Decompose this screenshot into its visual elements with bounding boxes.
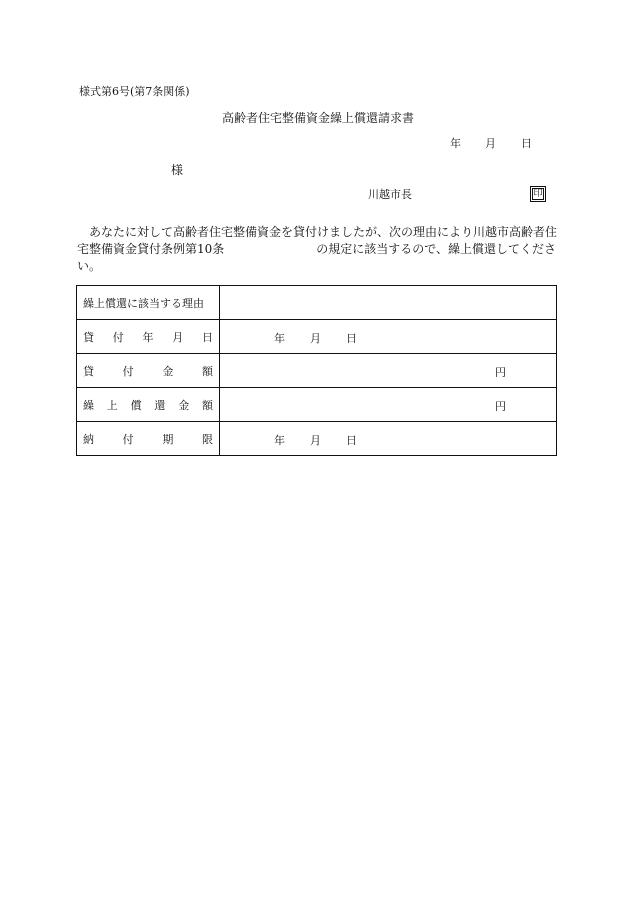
row-label-loan-amount (77, 354, 220, 388)
label-char: 貸 (83, 330, 94, 344)
date-day-label: 日 (521, 137, 532, 150)
body-line-2-before: 宅整備資金貸付条例第10条 (77, 242, 225, 256)
label-char: 償 (130, 398, 142, 412)
label-char: 付 (122, 432, 134, 446)
table-row (77, 354, 557, 388)
request-table (76, 285, 557, 456)
loan-date-value-cell (220, 320, 557, 354)
loan-date-month: 月 (310, 332, 321, 345)
seal-label: 印 (533, 189, 543, 199)
row-label-reason (77, 286, 220, 320)
table-row (77, 320, 557, 354)
payment-deadline-month: 月 (310, 434, 321, 447)
loan-date-year: 年 (274, 332, 285, 345)
seal-mark (530, 186, 546, 202)
label-char: 貸 (83, 364, 94, 378)
label-char: 上 (106, 398, 118, 412)
row-label-early-repayment-amount (77, 388, 220, 422)
addressee-honorific: 様 (171, 163, 184, 177)
table-row (77, 422, 557, 456)
label-char: 金 (178, 398, 190, 412)
body-line-2-after: の規定に該当するので、繰上償還してくださ (316, 242, 557, 256)
label-char: 日 (202, 330, 213, 344)
body-line-2 (77, 241, 559, 258)
date-year-label: 年 (450, 137, 461, 150)
loan-date-day: 日 (346, 332, 357, 345)
label-char: 額 (201, 398, 213, 412)
payment-deadline-day: 日 (346, 434, 357, 447)
early-repayment-amount-value-cell (220, 388, 557, 422)
spread-label (77, 329, 219, 345)
early-repayment-amount-unit: 円 (495, 400, 506, 413)
table-row (77, 286, 557, 320)
body-line-1 (77, 224, 559, 241)
spread-label (77, 397, 219, 413)
table-row (77, 388, 557, 422)
label-char: 期 (162, 432, 174, 446)
body-line-3: い。 (77, 259, 102, 273)
label-char: 付 (112, 330, 124, 344)
date-month-label: 月 (485, 137, 496, 150)
issuer-name: 川越市長 (368, 188, 412, 201)
reason-value-cell (220, 286, 557, 320)
payment-deadline-year: 年 (274, 434, 285, 447)
label-char: 年 (142, 330, 154, 344)
label-char: 繰 (83, 398, 94, 412)
payment-deadline-value-cell (220, 422, 557, 456)
loan-amount-unit: 円 (495, 366, 506, 379)
label-char: 付 (122, 364, 134, 378)
row-label-loan-date (77, 320, 220, 354)
spread-label (77, 363, 219, 379)
row-label-payment-deadline (77, 422, 220, 456)
label-char: 限 (201, 432, 213, 446)
form-number: 様式第6号(第7条関係) (79, 85, 190, 98)
loan-amount-value-cell (220, 354, 557, 388)
label-char: 月 (172, 330, 184, 344)
body-paragraph (77, 224, 559, 275)
body-line-1-text: あなたに対して高齢者住宅整備資金を貸付けましたが、次の理由により川越市高齢者住 (89, 225, 558, 239)
spread-label (77, 431, 219, 447)
label-char: 額 (201, 364, 213, 378)
label-char: 金 (162, 364, 174, 378)
document-title: 高齢者住宅整備資金繰上償還請求書 (222, 111, 415, 125)
label-char: 還 (154, 398, 166, 412)
label-char: 納 (83, 432, 94, 446)
reason-label: 繰上償還に該当する理由 (83, 296, 204, 310)
